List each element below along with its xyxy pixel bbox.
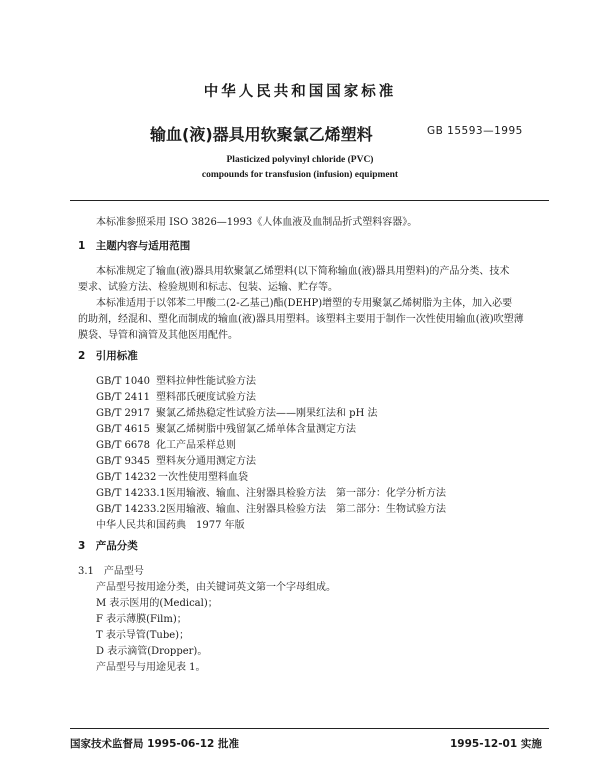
reference-item [96,500,446,515]
footer-rule [70,728,549,729]
reference-title: 化工产品采样总则 [156,440,236,451]
english-title-line2: compounds for transfusion (infusion) equipment [201,170,399,180]
reference-title: 聚氯乙烯热稳定性试验方法——刚果红法和 pH 法 [156,408,378,419]
national-standard-heading: 中华人民共和国国家标准 [203,84,397,100]
reference-title: 一次性使用塑料血袋 [158,472,248,483]
section3-heading: 3 产品分类 [78,540,138,552]
reference-title: 塑料邵氏硬度试验方法 [156,392,256,403]
reference-title: 聚氯乙烯树脂中残留氯乙烯单体含量测定方法 [156,424,356,435]
reference-title: 医用输液、输血、注射器具检验方法 第一部分：化学分析方法 [166,488,446,499]
section1-para2-line2: 的助剂，经混和、塑化而制成的输血(液)器具用塑料。该塑料主要用于制作一次性使用输血(液)吹塑薄 [78,314,524,325]
reference-code: GB/T 6678 [96,440,151,451]
reference-item [96,388,256,403]
reference-title: 塑料拉伸性能试验方法 [156,376,256,387]
section1-para1-line2: 要求、试验方法、检验规则和标志、包装、运输、贮存等。 [78,282,338,293]
pharmacopoeia-reference: 中华人民共和国药典 1977 年版 [96,520,245,531]
implementation-date: 1995-12-01 实施 [450,738,542,750]
reference-item [96,452,256,467]
section3-1-heading: 3.1 产品型号 [78,566,144,577]
section2-heading: 2 引用标准 [78,350,138,362]
issue-date: 国家技术监督局 1995-06-12 批准 [70,738,239,750]
reference-code: GB/T 14233.2 [96,504,166,515]
reference-item [96,404,377,419]
section3-line: T 表示导管(Tube)； [96,630,190,641]
reference-code: GB/T 2411 [96,392,151,403]
section3-line: D 表示滴管(Dropper)。 [96,646,208,657]
standard-number: GB 15593—1995 [427,125,523,137]
reference-code: GB/T 14233.1 [96,488,166,499]
section3-line: F 表示薄膜(Film)； [96,614,187,625]
header-rule [70,200,549,201]
english-title-line1: Plasticized polyvinyl chloride (PVC) [226,155,374,165]
section1-para2-line1: 本标准适用于以邻苯二甲酸二(2-乙基己)酯(DEHP)增塑的专用聚氯乙烯树脂为主体，加入必要 [96,298,513,309]
reference-item [96,372,256,387]
preface-text: 本标准参照采用 ISO 3826—1993《人体血液及血制品折式塑料容器》。 [96,217,418,228]
reference-title: 医用输液、输血、注射器具检验方法 第二部分：生物试验方法 [166,504,446,515]
section3-line: 产品型号与用途见表 1。 [96,662,206,673]
section3-line: M 表示医用的(Medical)； [96,598,218,609]
reference-item [96,484,446,499]
document-title: 输血(液)器具用软聚氯乙烯塑料 [150,125,373,144]
reference-code: GB/T 14232 [96,472,157,483]
section3-line: 产品型号按用途分类，由关键词英文第一个字母组成。 [96,582,336,593]
reference-code: GB/T 4615 [96,424,151,435]
reference-item [96,468,248,483]
reference-item [96,436,236,451]
reference-code: GB/T 9345 [96,456,151,467]
section1-para2-line3: 膜袋、导管和滴管及其他医用配件。 [78,330,238,341]
reference-item [96,420,356,435]
section1-para1-line1: 本标准规定了输血(液)器具用软聚氯乙烯塑料(以下简称输血(液)器具用塑料)的产品分类、技术 [96,266,510,277]
reference-code: GB/T 1040 [96,376,151,387]
reference-code: GB/T 2917 [96,408,151,419]
reference-title: 塑料灰分通用测定方法 [156,456,256,467]
section1-heading: 1 主题内容与适用范围 [78,240,191,252]
